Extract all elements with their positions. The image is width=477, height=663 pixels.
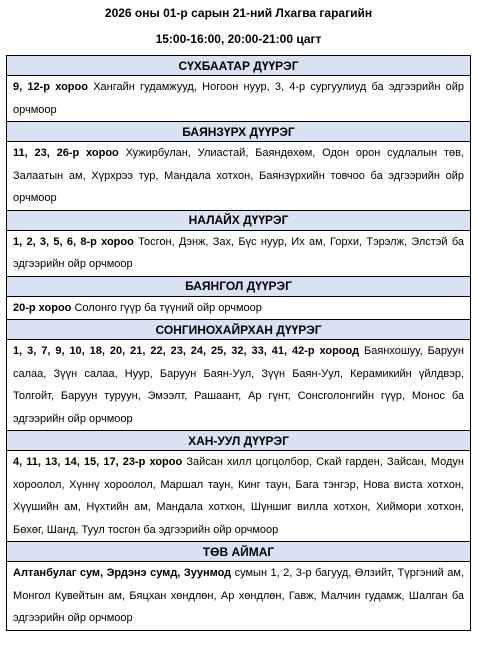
district-header-row [7,56,471,76]
khoroo-list: 1, 2, 3, 5, 6, 8-р хороо [13,235,134,248]
area-list: сумын 1, 2, 3-р багууд, Өлзийт, Түргэний ам, Монгол Кувейтын ам, Бяцхан хөндлөн, Ар хөндлөн, Гавж, Малчин гудамж, Шалган ба эдгээрийн ойр орчмоор [13,567,464,624]
district-body-row [7,562,471,631]
area-list: Тосгон, Дэнж, Зах, Бүс нуур, Их ам, Горхи, Тэрэлж, Элстэй ба эдгээрийн ойр орчмоор [13,235,464,270]
district-name: БАЯНЗҮРХ ДҮҮРЭГ [7,122,471,142]
district-name: ТӨВ АЙМАГ [7,542,471,562]
khoroo-list: 11, 23, 26-р хороо [13,147,119,159]
district-areas [7,230,471,276]
district-header-row [7,320,471,340]
district-header-row [7,542,471,562]
district-areas [7,340,471,431]
khoroo-list: 20-р хороо [13,301,72,314]
area-list: Зайсан хилл цогцолбор, Скай гарден, Зайсан, Модун хороолол, Хүннү хороолол, Маршал таун, Кинг таун, Бага тэнгэр, Нова виста хотхон, Хүүшийн ам, Нүхтийн ам, Мандала хотхон, Шүншиг вилла хотхон, Хиймори хотхон, Бөхөг, Шанд, Туул тосгон ба эдгээрийн ойр орчмоор [13,456,464,536]
district-header-row [7,210,471,230]
district-header-row [7,122,471,142]
district-areas [7,562,471,631]
area-list: Баянхошуу, Баруун салаа, Зүүн салаа, Нуур, Баруун Баян-Уул, Зүүн Баян-Уул, Керамикийн үйлдвэр, Толгойт, Баруун туруун, Эмээлт, Рашаант, Ар гүнт, Сонсголонгийн гүүр, Монос ба эдгээрийн ойр орчмоор [13,345,464,425]
district-body-row [7,76,471,122]
district-areas [7,76,471,122]
khoroo-list: 4, 11, 13, 14, 15, 17, 23-р хороо [13,456,183,468]
khoroo-list: 1, 3, 7, 9, 10, 18, 20, 21, 22, 23, 24, 25, 32, 33, 41, 42-р хороод [13,345,360,357]
district-header-row [7,276,471,296]
district-name: БАЯНГОЛ ДҮҮРЭГ [7,276,471,296]
district-body-row [7,142,471,211]
document-title-line1: 2026 оны 01-р сарын 21-ний Лхагва гарагийн [104,6,373,20]
khoroo-list: Алтанбулаг сум, Эрдэнэ сумд, Зуунмод [13,567,232,579]
document-title-line2: 15:00-16:00, 20:00-21:00 цагт [155,32,322,46]
district-name: НАЛАЙХ ДҮҮРЭГ [7,210,471,230]
district-header-row [7,431,471,451]
area-list: Хангайн гудамжууд, Ногоон нуур, 3, 4-р сургуулиуд ба эдгээрийн ойр орчмоор [13,81,464,116]
district-name: ХАН-УУЛ ДҮҮРЭГ [7,431,471,451]
outage-schedule-table [6,55,471,631]
district-areas [7,142,471,211]
district-body-row [7,340,471,431]
district-name: СОНГИНОХАЙРХАН ДҮҮРЭГ [7,320,471,340]
district-body-row [7,451,471,542]
district-areas [7,451,471,542]
area-list: Солонго гүүр ба түүний ойр орчмоор [71,301,262,314]
area-list: Хужирбулан, Улиастай, Баяндөхөм, Одон орон судлалын төв, Залаатын ам, Хүрхрээ тур, Мандала хотхон, Баянзүрхийн товчоо ба эдгээрийн ойр орчмоор [13,147,465,204]
district-name: СҮХБААТАР ДҮҮРЭГ [7,56,471,76]
khoroo-list: 9, 12-р хороо [13,81,88,93]
district-body-row [7,296,471,320]
district-areas [7,296,471,320]
district-body-row [7,230,471,276]
